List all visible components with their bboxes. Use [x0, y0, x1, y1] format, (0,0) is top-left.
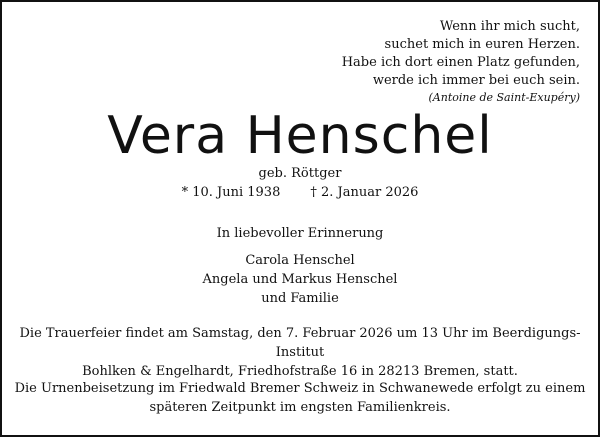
- funeral-line: Die Trauerfeier findet am Samstag, den 7. Februar 2026 um 13 Uhr im Beerdigungs-Institut: [19, 326, 581, 360]
- mourner-name: Carola Henschel: [245, 253, 355, 268]
- funeral-line: Bohlken & Engelhardt, Friedhofstraße 16 in 28213 Bremen, statt.: [82, 364, 518, 379]
- mourners-list: [2, 251, 598, 308]
- poem-line: Wenn ihr mich sucht,: [439, 19, 580, 34]
- life-dates: [2, 184, 598, 202]
- birth-name: geb. Röttger: [258, 166, 342, 181]
- burial-info: [14, 379, 586, 417]
- poem-line: werde ich immer bei euch sein.: [372, 73, 580, 88]
- birth-date: * 10. Juni 1938: [181, 185, 281, 200]
- poem-quote: [342, 18, 580, 106]
- mourner-name: Angela und Markus Henschel: [202, 272, 398, 287]
- memory-line: In liebevoller Erinnerung: [216, 226, 384, 241]
- poem-line: Habe ich dort einen Platz gefunden,: [341, 55, 580, 70]
- burial-line: späteren Zeitpunkt im engsten Familienkreis.: [149, 400, 451, 415]
- burial-line: Die Urnenbeisetzung im Friedwald Bremer Schweiz in Schwanewede erfolgt zu einem: [14, 381, 586, 396]
- poem-author: (Antoine de Saint-Exupéry): [428, 91, 580, 104]
- mourner-name: und Familie: [261, 291, 339, 306]
- death-date: † 2. Januar 2026: [310, 185, 419, 200]
- deceased-name: Vera Henschel: [107, 106, 493, 166]
- poem-line: suchet mich in euren Herzen.: [384, 37, 580, 52]
- funeral-info: [14, 324, 586, 381]
